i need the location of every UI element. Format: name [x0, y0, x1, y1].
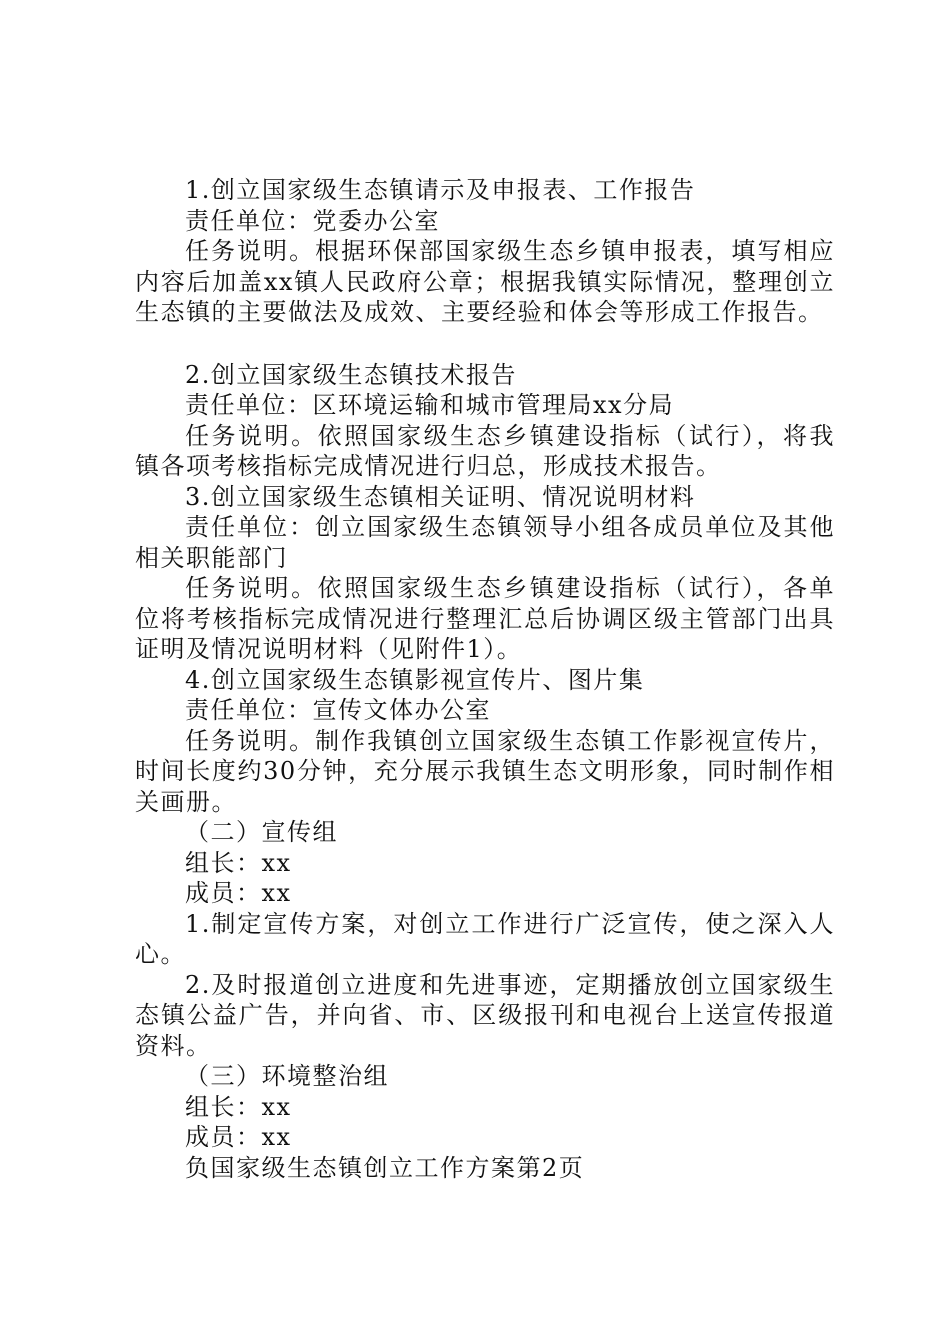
- item-1-responsible-unit: 责任单位：党委办公室: [185, 206, 440, 235]
- item-4-task-description: 任务说明。制作我镇创立国家级生态镇工作影视宣传片，时间长度约30分钟，充分展示我镇生态文明形象，同时制作相关画册。: [135, 726, 835, 816]
- page-footer: 负国家级生态镇创立工作方案第2页: [185, 1153, 585, 1182]
- item-1-task-description: 任务说明。根据环保部国家级生态乡镇申报表，填写相应内容后加盖xx镇人民政府公章；根据我镇实际情况，整理创立生态镇的主要做法及成效、主要经验和体会等形成工作报告。: [135, 237, 835, 326]
- item-2-task-description: 任务说明。依照国家级生态乡镇建设指标（试行），将我镇各项考核指标完成情况进行归总，形成技术报告。: [135, 421, 835, 480]
- section-environment-heading: （三）环境整治组: [185, 1062, 389, 1090]
- item-3-responsible-unit: 责任单位：创立国家级生态镇领导小组各成员单位及其他相关职能部门: [135, 513, 835, 572]
- publicity-leader: 组长：xx: [185, 848, 292, 877]
- environment-leader: 组长：xx: [185, 1092, 292, 1121]
- item-1-title: 1.创立国家级生态镇请示及申报表、工作报告: [185, 176, 696, 204]
- publicity-task-2: 2.及时报道创立进度和先进事迹，定期播放创立国家级生态镇公益广告，并向省、市、区级报刊和电视台上送宣传报道资料。: [135, 970, 835, 1060]
- item-3-task-description: 任务说明。依照国家级生态乡镇建设指标（试行），各单位将考核指标完成情况进行整理汇总后协调区级主管部门出具证明及情况说明材料（见附件1）。: [135, 574, 835, 663]
- document-body: [135, 175, 835, 1183]
- item-4-title: 4.创立国家级生态镇影视宣传片、图片集: [185, 665, 645, 694]
- item-2-title: 2.创立国家级生态镇技术报告: [185, 360, 517, 389]
- environment-members: 成员：xx: [185, 1123, 292, 1151]
- paragraph-gap: [135, 328, 835, 360]
- publicity-members: 成员：xx: [185, 879, 292, 907]
- item-4-responsible-unit: 责任单位：宣传文体办公室: [185, 696, 491, 724]
- item-2-responsible-unit: 责任单位：区环境运输和城市管理局xx分局: [185, 391, 675, 419]
- section-publicity-heading: （二）宣传组: [185, 818, 338, 846]
- item-3-title: 3.创立国家级生态镇相关证明、情况说明材料: [185, 482, 696, 511]
- publicity-task-1: 1.制定宣传方案，对创立工作进行广泛宣传，使之深入人心。: [135, 909, 835, 968]
